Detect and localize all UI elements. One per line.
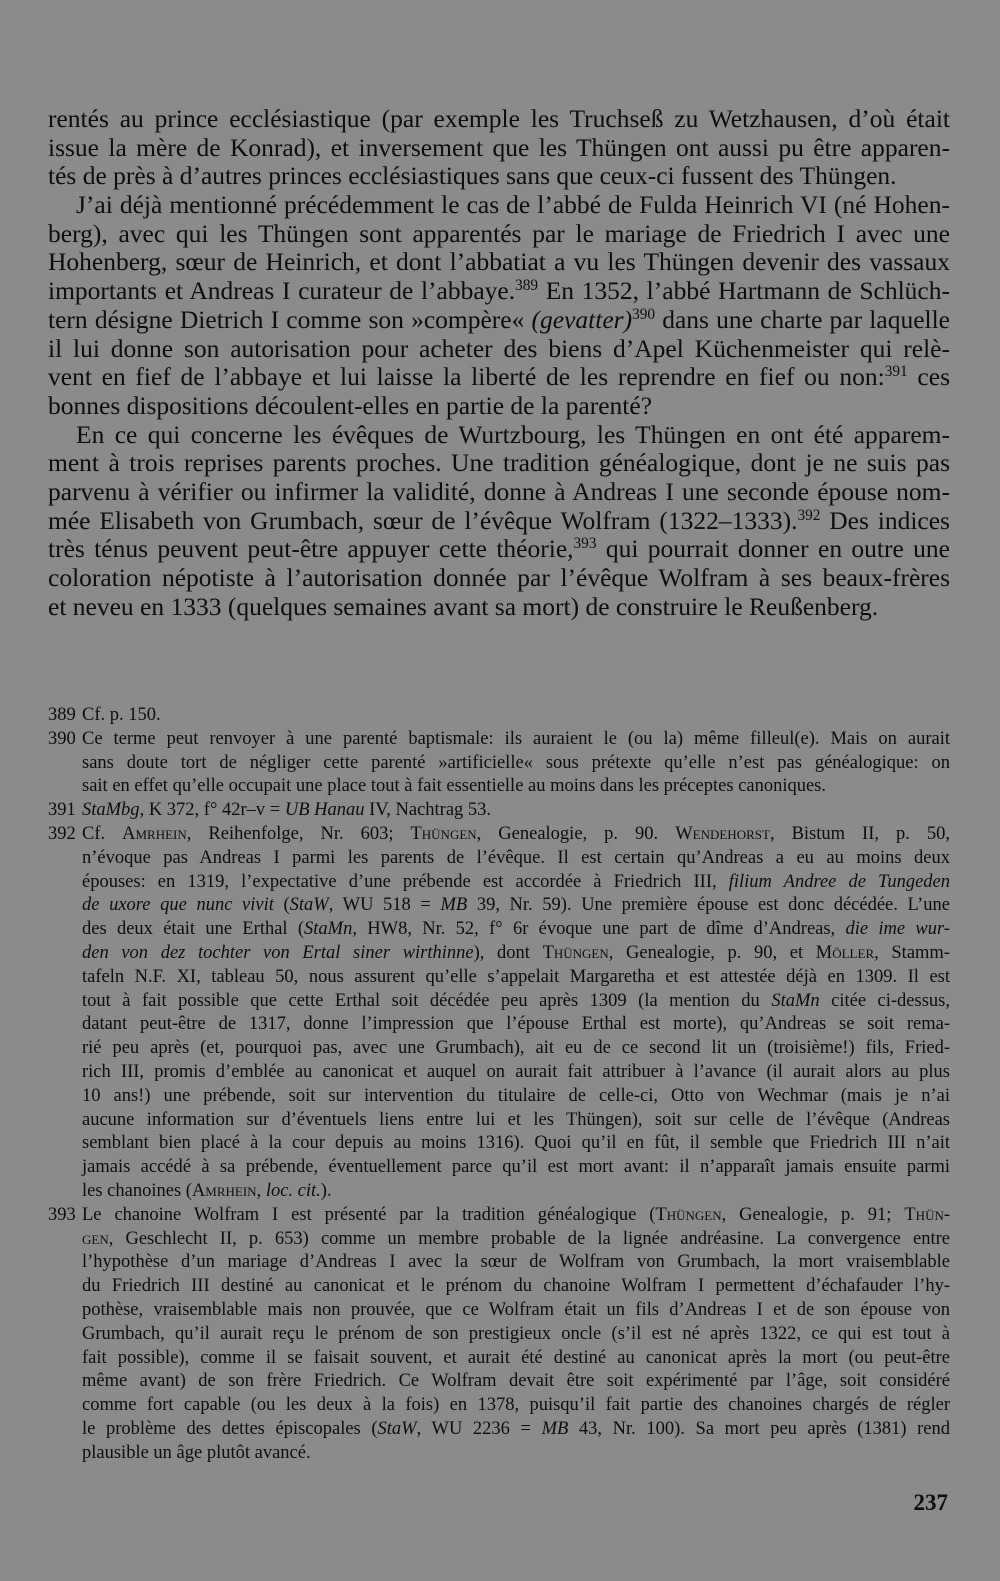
- footnotes-section: [48, 704, 950, 1466]
- text-run: , Genealogie, p. 90, et: [608, 942, 816, 963]
- text-run: qui pourrait donner en outre une: [596, 534, 950, 564]
- small-caps-text: Thüngen: [542, 942, 609, 963]
- text-run: tés de près à d’autres princes ecclésiastiques sans que ceux-ci fussent des Thüngen.: [48, 161, 897, 191]
- text-run: semblant bien placé à la cour depuis au moins 1316). Quoi qu’il en fût, il semble que Friedrich III n’ait: [82, 1133, 950, 1154]
- text-run: ces: [907, 362, 950, 392]
- footnote-line: [82, 847, 950, 871]
- footnote-line: [82, 704, 950, 728]
- text-run: importants et Andreas I curateur de l’abbaye.: [48, 276, 516, 306]
- italic-text: StaW: [289, 895, 329, 916]
- text-run: En ce qui concerne les évêques de Wurtzbourg, les Thüngen en ont été apparem-: [76, 419, 950, 449]
- body-text: [48, 105, 950, 621]
- text-run: ,: [256, 1180, 266, 1201]
- body-line: [48, 535, 950, 564]
- text-run: , Genealogie, p. 90.: [476, 823, 676, 844]
- text-run: sans doute tort de négliger cette parenté »artificielle« sous prétexte qu’elle n’est pas généalogique: on: [82, 752, 950, 773]
- text-run: ).: [320, 1180, 332, 1201]
- text-run: Des indices: [820, 505, 950, 535]
- text-run: rich III, promis d’emblée au canonicat et auquel on aurait fait attribuer à l’avance (il aurait alors au plus: [82, 1061, 950, 1082]
- footnote-ref: 389: [515, 276, 539, 294]
- text-run: , WU 2236 =: [416, 1418, 542, 1439]
- footnote-number: 390: [48, 728, 76, 749]
- small-caps-text: Möller: [815, 942, 875, 963]
- italic-text: den von dez tochter von Ertal siner wirthinne: [82, 942, 474, 963]
- italic-text: MB: [541, 1418, 569, 1439]
- footnote-line: [82, 1156, 950, 1180]
- text-run: bonnes dispositions découlent-elles en partie de la parenté?: [48, 390, 653, 420]
- footnote-item: [48, 799, 950, 823]
- text-run: rentés au prince ecclésiastique (par exemple les Truchseß zu Wetzhausen, d’où était: [48, 104, 950, 133]
- body-line: [48, 392, 950, 421]
- italic-text: die ime wur-: [845, 919, 950, 940]
- text-run: ment à trois reprises parents proches. Une tradition généalogique, dont je ne suis pas: [48, 448, 950, 478]
- text-run: sait en effet qu’elle occupait une place tout à fait essentielle au moins dans les préceptes canoniques.: [82, 776, 827, 797]
- footnote-ref: 390: [632, 305, 656, 323]
- text-run: tafeln N.F. XI, tableau 50, nous assurent qu’elle s’appelait Margaretha et est attestée déjà en 1309. Il est: [82, 966, 950, 987]
- footnote-text: [82, 799, 950, 823]
- footnote-text: [82, 823, 950, 1204]
- text-run: IV, Nachtrag 53.: [364, 800, 492, 821]
- footnote-number: 391: [48, 800, 76, 821]
- text-run: mée Elisabeth von Grumbach, sœur de l’évêque Wolfram (1322–1333).: [48, 505, 798, 535]
- text-run: des deux était une Erthal (: [82, 919, 305, 940]
- italic-text: UB Hanau: [284, 800, 365, 821]
- text-run: coloration népotiste à l’autorisation donnée par l’évêque Wolfram à ses beaux-frères: [48, 563, 950, 592]
- text-run: comme fort capable (ou les deux à la fois) en 1378, puisqu’il fait partie des chanoines chargés de régler: [82, 1395, 950, 1416]
- text-run: l’hypothèse d’un mariage d’Andreas I avec la sœur de Wolfram von Grumbach, la mort vraisemblable: [82, 1252, 950, 1273]
- text-run: , Stamm-: [874, 942, 950, 963]
- italic-text: StaW: [377, 1418, 417, 1439]
- italic-text: StaMn: [771, 990, 820, 1011]
- italic-text: StaMn: [304, 919, 353, 940]
- body-line: [48, 593, 950, 622]
- text-run: 43, Nr. 100). Sa mort peu après (1381) rend: [568, 1418, 950, 1439]
- text-run: les chanoines (: [82, 1180, 192, 1201]
- body-line: [48, 335, 950, 364]
- text-run: n’évoque pas Andreas I parmi les parents de l’évêque. Il est certain qu’Andreas a eu au moins deux: [82, 847, 950, 868]
- footnote-line: [82, 1061, 950, 1085]
- text-run: aucune information sur d’éventuels liens entre lui et les Thüngen), soit sur celle de l’évêque (Andreas: [82, 1109, 950, 1130]
- body-line: [48, 162, 950, 191]
- body-line: [48, 277, 950, 306]
- footnote-line: [82, 1037, 950, 1061]
- body-paragraph: [48, 421, 950, 622]
- footnote-text: [82, 704, 950, 728]
- footnote-line: [82, 1370, 950, 1394]
- text-run: fait possible), comme il se faisait souvent, et aurait été destiné au canonicat après la mort (ou peut-être: [82, 1347, 950, 1368]
- body-line: [48, 421, 950, 450]
- text-run: du Friedrich III destiné au canonicat et le prénom du chanoine Wolfram I permettent d’échafauder l’hy-: [82, 1276, 950, 1297]
- italic-text: loc. cit.: [265, 1180, 321, 1201]
- text-run: il lui donne son autorisation pour acheter des biens d’Apel Küchenmeister qui relè-: [48, 333, 950, 363]
- footnote-line: [82, 775, 950, 799]
- small-caps-text: Amrhein: [122, 823, 187, 844]
- footnote-ref: 393: [573, 535, 597, 553]
- footnote-line: [82, 1109, 950, 1133]
- footnote-line: [82, 1299, 950, 1323]
- footnote-line: [82, 1394, 950, 1418]
- body-line: [48, 134, 950, 163]
- text-run: Le chanoine Wolfram I est présenté par la tradition généalogique (: [82, 1204, 656, 1225]
- text-run: J’ai déjà mentionné précédemment le cas de l’abbé de Fulda Heinrich VI (né Hohen-: [76, 190, 950, 220]
- text-run: dans une charte par laquelle: [655, 304, 950, 334]
- text-run: , Genealogie, p. 91;: [721, 1204, 905, 1225]
- footnote-line: [82, 823, 950, 847]
- text-run: Ce terme peut renvoyer à une parenté baptismale: ils auraient le (ou la) même filleul(e). Mais on aurait: [82, 728, 950, 749]
- footnote-line: [82, 1347, 950, 1371]
- text-run: , Reihenfolge, Nr. 603;: [186, 823, 411, 844]
- footnote-line: [82, 1013, 950, 1037]
- text-run: Cf. p. 150.: [82, 705, 161, 725]
- footnote-line: [82, 894, 950, 918]
- italic-text: MB: [440, 895, 468, 916]
- text-run: Grumbach, qu’il aurait reçu le prénom de son prestigieux oncle (s’il est né après 1322, ce qui est tout à: [82, 1323, 950, 1344]
- footnote-line: [82, 1132, 950, 1156]
- text-run: En 1352, l’abbé Hartmann de Schlüch-: [538, 276, 950, 306]
- body-line: [48, 449, 950, 478]
- footnote-line: [82, 918, 950, 942]
- text-run: plausible un âge plutôt avancé.: [82, 1442, 311, 1463]
- body-line: [48, 306, 950, 335]
- italic-text: filium Andree de Tungeden: [728, 871, 950, 892]
- text-run: le problème des dettes épiscopales (: [82, 1418, 378, 1439]
- text-run: jamais accédé à sa prébende, éventuellement parce qu’il est mort avant: il n’apparaît jamais ensuite parmi: [82, 1157, 950, 1178]
- body-line: [48, 564, 950, 593]
- body-paragraph: [48, 105, 950, 191]
- footnote-item: [48, 728, 950, 799]
- page-number: 237: [913, 1490, 948, 1515]
- text-run: tern désigne Dietrich I comme son »compère«: [48, 304, 532, 334]
- italic-text: StaMbg: [82, 800, 140, 821]
- text-run: datant peut-être de 1317, donne l’impression que l’épouse Erthal est morte), qu’Andreas se soit rema-: [82, 1014, 950, 1035]
- footnote-line: [82, 1251, 950, 1275]
- text-run: , K 372, f° 42r–v =: [139, 800, 285, 821]
- text-run: parvenu à vérifier ou infirmer la validité, donne à Andreas I une seconde épouse nom-: [48, 476, 950, 506]
- small-caps-text: gen: [82, 1228, 109, 1249]
- text-run: (: [273, 895, 290, 916]
- text-run: Hohenberg, sœur de Heinrich, et dont l’abbatiat a vu les Thüngen devenir des vassaux: [48, 247, 950, 277]
- footnote-number: 389: [48, 705, 76, 725]
- small-caps-text: Thüngen: [655, 1204, 722, 1225]
- text-run: issue la mère de Konrad), et inversement que les Thüngen ont aussi pu être apparen-: [48, 132, 950, 162]
- footnote-line: [82, 1442, 950, 1466]
- body-line: [48, 478, 950, 507]
- text-run: berg), avec qui les Thüngen sont apparentés par le mariage de Friedrich I avec une: [48, 218, 950, 248]
- footnote-line: [82, 990, 950, 1014]
- footnote-line: [82, 799, 950, 823]
- footnote-line: [82, 1323, 950, 1347]
- text-run: même avant) de son frère Friedrich. Ce Wolfram devait être soit expérimenté par l’âge, soit considéré: [82, 1371, 950, 1392]
- footnote-text: [82, 1204, 950, 1466]
- text-run: très ténus peuvent peut-être appuyer cette théorie,: [48, 534, 574, 564]
- small-caps-text: Thün-: [904, 1204, 951, 1225]
- text-run: rié peu après (et, pourquoi pas, avec une Grumbach), ait eu de ce second lit un (troisième!) fils, Fried-: [82, 1038, 950, 1059]
- footnote-line: [82, 1418, 950, 1442]
- text-run: Cf.: [82, 823, 123, 844]
- footnote-line: [82, 942, 950, 966]
- body-paragraph: [48, 191, 950, 421]
- footnote-line: [82, 1228, 950, 1252]
- body-line: [48, 105, 950, 134]
- footnote-line: [82, 1204, 950, 1228]
- text-run: , HW8, Nr. 52, f° 6r évoque une part de dîme d’Andreas,: [352, 919, 846, 940]
- footnote-line: [82, 752, 950, 776]
- footnote-item: [48, 1204, 950, 1466]
- text-run: 39, Nr. 59). Une première épouse est donc décédée. L’une: [467, 895, 950, 916]
- italic-text: de uxore que nunc vivit: [82, 895, 274, 916]
- italic-text: (gevatter): [531, 304, 633, 334]
- footnote-line: [82, 871, 950, 895]
- text-run: ), dont: [473, 942, 543, 963]
- body-line: [48, 248, 950, 277]
- small-caps-text: Amrhein: [191, 1180, 257, 1201]
- text-run: vent en fief de l’abbaye et lui laisse la liberté de les reprendre en fief ou non:: [48, 362, 885, 392]
- text-run: pothèse, vraisemblable mais non prouvée, que ce Wolfram était un fils d’Andreas I et de son épouse von: [82, 1299, 950, 1320]
- text-run: , Geschlecht II, p. 653) comme un membre probable de la lignée andréasine. La convergence entre: [108, 1228, 950, 1249]
- text-run: , Bistum II, p. 50,: [769, 823, 950, 844]
- text-run: épouses: en 1319, l’expectative d’une prébende est accordée à Friedrich III,: [82, 871, 729, 892]
- text-run: citée ci-dessus,: [819, 990, 950, 1011]
- footnote-ref: 392: [797, 506, 821, 524]
- footnote-number: 392: [48, 823, 76, 844]
- footnote-ref: 391: [884, 363, 908, 381]
- small-caps-text: Thüngen: [410, 823, 477, 844]
- body-line: [48, 220, 950, 249]
- text-run: , WU 518 =: [328, 895, 441, 916]
- body-line: [48, 363, 950, 392]
- text-run: 10 ans!) une prébende, soit sur intervention du titulaire de celle-ci, Otto von Wechmar (mais je n’ai: [82, 1085, 950, 1106]
- footnote-item: [48, 823, 950, 1204]
- footnote-number: 393: [48, 1204, 76, 1225]
- text-run: tout à fait possible que cette Erthal soit décédée peu après 1309 (la mention du: [82, 990, 772, 1011]
- footnote-line: [82, 966, 950, 990]
- footnote-text: [82, 728, 950, 799]
- footnote-item: [48, 704, 950, 728]
- footnote-line: [82, 728, 950, 752]
- footnote-line: [82, 1085, 950, 1109]
- text-run: et neveu en 1333 (quelques semaines avant sa mort) de construire le Reußenberg.: [48, 591, 879, 621]
- footnote-line: [82, 1275, 950, 1299]
- body-line: [48, 507, 950, 536]
- body-line: [48, 191, 950, 220]
- footnote-line: [82, 1180, 950, 1204]
- small-caps-text: Wendehorst: [675, 823, 770, 844]
